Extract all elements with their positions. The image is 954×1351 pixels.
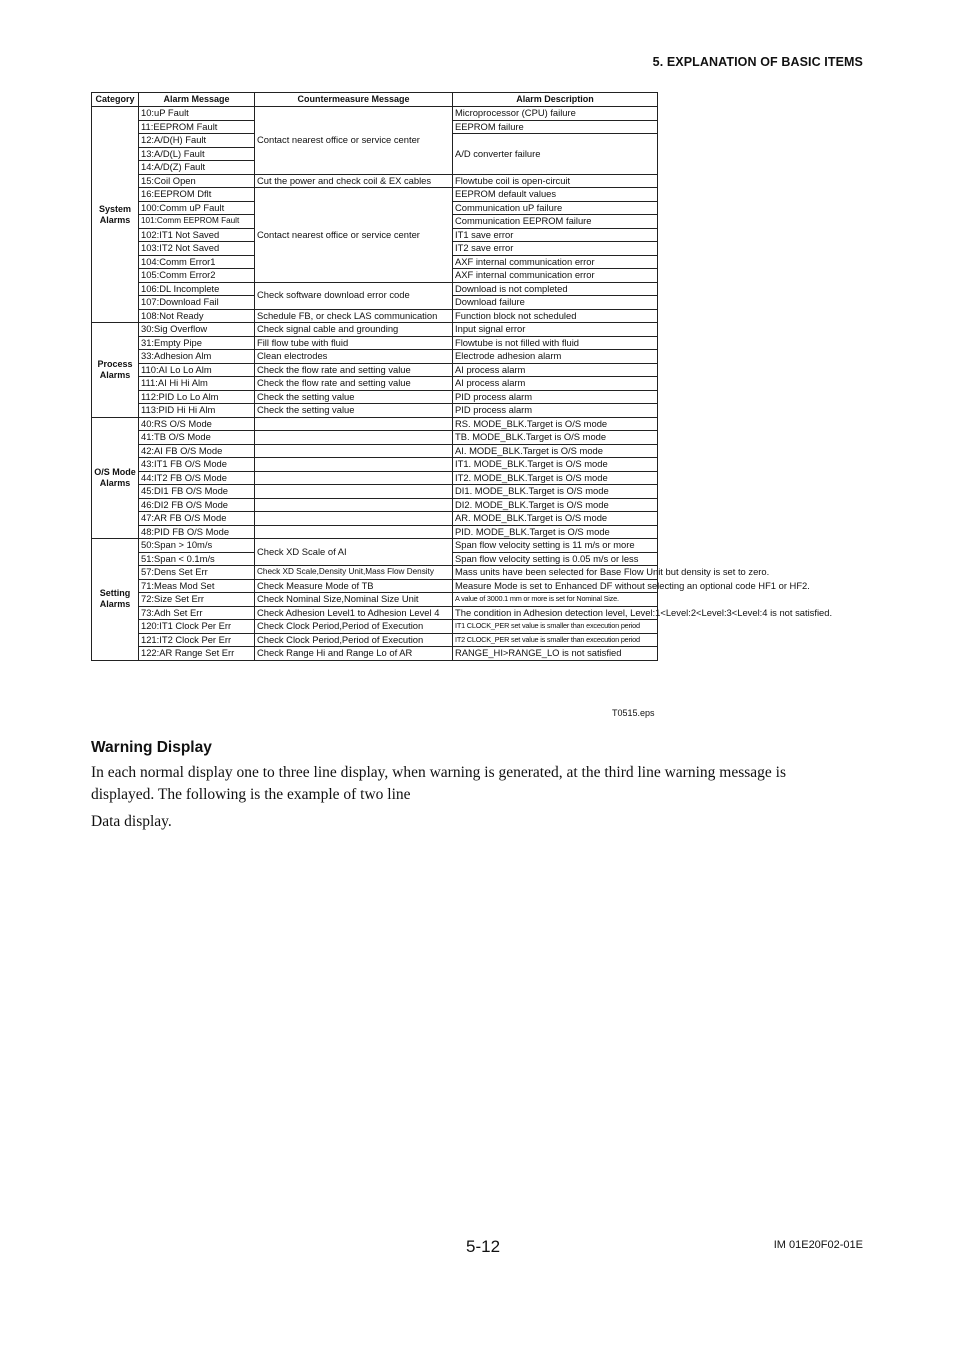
table-row — [92, 458, 658, 472]
countermeasure: Schedule FB, or check LAS communication — [255, 309, 453, 323]
alarm-description: Flowtube is not filled with fluid — [453, 336, 658, 350]
alarm-description: DI2. MODE_BLK.Target is O/S mode — [453, 498, 658, 512]
category-setting: Setting Alarms — [92, 539, 139, 661]
alarm-description: AI process alarm — [453, 377, 658, 391]
countermeasure-empty — [255, 525, 453, 539]
alarm-description: Flowtube coil is open-circuit — [453, 174, 658, 188]
alarm-message: 71:Meas Mod Set — [139, 579, 255, 593]
document-id: IM 01E20F02-01E — [773, 1239, 863, 1251]
alarm-description: PID process alarm — [453, 404, 658, 418]
alarm-message: 101:Comm EEPROM Fault — [139, 215, 255, 229]
alarm-description: RANGE_HI>RANGE_LO is not satisfied — [453, 647, 658, 661]
alarm-message: 16:EEPROM Dflt — [139, 188, 255, 202]
countermeasure: Check the setting value — [255, 404, 453, 418]
alarm-message: 15:Coil Open — [139, 174, 255, 188]
alarm-message: 121:IT2 Clock Per Err — [139, 633, 255, 647]
alarm-description: Microprocessor (CPU) failure — [453, 107, 658, 121]
alarm-message: 45:DI1 FB O/S Mode — [139, 485, 255, 499]
table-row — [92, 512, 658, 526]
table-row — [92, 606, 658, 620]
table-row — [92, 444, 658, 458]
alarm-message: 11:EEPROM Fault — [139, 120, 255, 134]
section-header: 5. EXPLANATION OF BASIC ITEMS — [652, 55, 863, 69]
table-row — [92, 404, 658, 418]
table-row — [92, 417, 658, 431]
alarm-message: 103:IT2 Not Saved — [139, 242, 255, 256]
alarm-description: IT1. MODE_BLK.Target is O/S mode — [453, 458, 658, 472]
table-header-row — [92, 93, 658, 107]
page-number: 5-12 — [466, 1237, 501, 1256]
countermeasure: Contact nearest office or service center — [255, 188, 453, 283]
table-row — [92, 566, 658, 580]
alarm-description: AXF internal communication error — [453, 269, 658, 283]
alarm-message: 51:Span < 0.1m/s — [139, 552, 255, 566]
alarm-description: PID process alarm — [453, 390, 658, 404]
countermeasure: Cut the power and check coil & EX cables — [255, 174, 453, 188]
countermeasure: Check Nominal Size,Nominal Size Unit — [255, 593, 453, 607]
table-row — [92, 485, 658, 499]
table-row — [92, 336, 658, 350]
alarm-message: 31:Empty Pipe — [139, 336, 255, 350]
alarm-description: IT1 CLOCK_PER set value is smaller than excecution period — [453, 620, 658, 634]
table-row — [92, 525, 658, 539]
table-row — [92, 107, 658, 121]
alarm-message: 106:DL Incomplete — [139, 282, 255, 296]
alarm-message: 41:TB O/S Mode — [139, 431, 255, 445]
header-alarm-message: Alarm Message — [139, 93, 255, 107]
alarm-description: AR. MODE_BLK.Target is O/S mode — [453, 512, 658, 526]
alarm-message: 107:Download Fail — [139, 296, 255, 310]
alarm-description: PID. MODE_BLK.Target is O/S mode — [453, 525, 658, 539]
alarm-message: 46:DI2 FB O/S Mode — [139, 498, 255, 512]
table-reference: T0515.eps — [612, 708, 655, 718]
alarm-description: Communication EEPROM failure — [453, 215, 658, 229]
alarm-message: 43:IT1 FB O/S Mode — [139, 458, 255, 472]
header-category: Category — [92, 93, 139, 107]
alarm-message: 113:PID Hi Hi Alm — [139, 404, 255, 418]
countermeasure: Contact nearest office or service center — [255, 107, 453, 175]
alarm-description: AI process alarm — [453, 363, 658, 377]
alarm-description: Function block not scheduled — [453, 309, 658, 323]
alarm-message: 47:AR FB O/S Mode — [139, 512, 255, 526]
body-paragraph: In each normal display one to three line display, when warning is generated, at the third line warning message is displayed. The following is the example of two line — [91, 764, 786, 803]
countermeasure-empty — [255, 471, 453, 485]
table-row — [92, 633, 658, 647]
section-title: Warning Display — [91, 739, 212, 756]
table-row — [92, 309, 658, 323]
alarm-description: Input signal error — [453, 323, 658, 337]
alarm-description: EEPROM default values — [453, 188, 658, 202]
alarm-message: 100:Comm uP Fault — [139, 201, 255, 215]
alarm-table — [91, 92, 833, 661]
countermeasure: Check the setting value — [255, 390, 453, 404]
table-row — [92, 282, 658, 296]
table-row — [92, 377, 658, 391]
countermeasure-empty — [255, 444, 453, 458]
alarm-message: 33:Adhesion Alm — [139, 350, 255, 364]
header-description: Alarm Description — [453, 93, 658, 107]
table-row — [92, 498, 658, 512]
alarm-description: TB. MODE_BLK.Target is O/S mode — [453, 431, 658, 445]
alarm-message: 14:A/D(Z) Fault — [139, 161, 255, 175]
alarm-message: 112:PID Lo Lo Alm — [139, 390, 255, 404]
alarm-message: 72:Size Set Err — [139, 593, 255, 607]
countermeasure-empty — [255, 417, 453, 431]
table-row — [92, 350, 658, 364]
alarm-description: Download failure — [453, 296, 658, 310]
alarm-description: DI1. MODE_BLK.Target is O/S mode — [453, 485, 658, 499]
alarm-message: 73:Adh Set Err — [139, 606, 255, 620]
table-row — [92, 188, 658, 202]
alarm-message: 110:AI Lo Lo Alm — [139, 363, 255, 377]
alarm-description: IT2 CLOCK_PER set value is smaller than excecution period — [453, 633, 658, 647]
countermeasure: Clean electrodes — [255, 350, 453, 364]
alarm-description: A value of 3000.1 mm or more is set for Nominal Size. — [453, 593, 658, 607]
alarm-message: 13:A/D(L) Fault — [139, 147, 255, 161]
alarm-description: Electrode adhesion alarm — [453, 350, 658, 364]
alarm-description: The condition in Adhesion detection level, Level:1<Level:2<Level:3<Level:4 is not satisfied. — [453, 606, 658, 620]
table-row — [92, 323, 658, 337]
table-row — [92, 539, 658, 553]
alarm-message: 104:Comm Error1 — [139, 255, 255, 269]
alarm-description: Span flow velocity setting is 0.05 m/s or less — [453, 552, 658, 566]
alarm-description: IT2 save error — [453, 242, 658, 256]
countermeasure: Check XD Scale,Density Unit,Mass Flow Density — [255, 566, 453, 580]
category-os-mode: O/S Mode Alarms — [92, 417, 139, 539]
table-row — [92, 471, 658, 485]
alarm-message: 48:PID FB O/S Mode — [139, 525, 255, 539]
table-row — [92, 579, 658, 593]
alarm-description: IT1 save error — [453, 228, 658, 242]
alarm-description: IT2. MODE_BLK.Target is O/S mode — [453, 471, 658, 485]
alarm-message: 30:Sig Overflow — [139, 323, 255, 337]
countermeasure: Check Clock Period,Period of Execution — [255, 620, 453, 634]
countermeasure-empty — [255, 485, 453, 499]
alarm-description: Mass units have been selected for Base Flow Unit but density is set to zero. — [453, 566, 658, 580]
body-paragraph-2: Data display. — [91, 813, 172, 830]
countermeasure-empty — [255, 512, 453, 526]
alarm-message: 44:IT2 FB O/S Mode — [139, 471, 255, 485]
alarm-message: 105:Comm Error2 — [139, 269, 255, 283]
category-system: System Alarms — [92, 107, 139, 323]
alarm-message: 122:AR Range Set Err — [139, 647, 255, 661]
countermeasure-empty — [255, 498, 453, 512]
alarm-description: Download is not completed — [453, 282, 658, 296]
alarm-message: 10:uP Fault — [139, 107, 255, 121]
alarm-message: 40:RS O/S Mode — [139, 417, 255, 431]
table-row — [92, 174, 658, 188]
alarm-description: Span flow velocity setting is 11 m/s or more — [453, 539, 658, 553]
alarm-message: 108:Not Ready — [139, 309, 255, 323]
table-row — [92, 647, 658, 661]
table-row — [92, 363, 658, 377]
countermeasure: Check XD Scale of AI — [255, 539, 453, 566]
countermeasure: Check Measure Mode of TB — [255, 579, 453, 593]
alarm-message: 57:Dens Set Err — [139, 566, 255, 580]
countermeasure: Check the flow rate and setting value — [255, 377, 453, 391]
countermeasure-empty — [255, 458, 453, 472]
alarm-description: AXF internal communication error — [453, 255, 658, 269]
header-countermeasure: Countermeasure Message — [255, 93, 453, 107]
alarm-message: 50:Span > 10m/s — [139, 539, 255, 553]
countermeasure: Fill flow tube with fluid — [255, 336, 453, 350]
alarm-description: A/D converter failure — [453, 134, 658, 175]
table-row — [92, 593, 658, 607]
countermeasure: Check the flow rate and setting value — [255, 363, 453, 377]
countermeasure: Check Clock Period,Period of Execution — [255, 633, 453, 647]
table-row — [92, 431, 658, 445]
countermeasure: Check software download error code — [255, 282, 453, 309]
table-row — [92, 390, 658, 404]
countermeasure: Check Adhesion Level1 to Adhesion Level 4 — [255, 606, 453, 620]
table-row — [92, 620, 658, 634]
alarm-message: 12:A/D(H) Fault — [139, 134, 255, 148]
countermeasure: Check Range Hi and Range Lo of AR — [255, 647, 453, 661]
alarm-description: Communication uP failure — [453, 201, 658, 215]
countermeasure-empty — [255, 431, 453, 445]
alarm-description: EEPROM failure — [453, 120, 658, 134]
countermeasure: Check signal cable and grounding — [255, 323, 453, 337]
alarm-message: 42:AI FB O/S Mode — [139, 444, 255, 458]
category-process: Process Alarms — [92, 323, 139, 418]
alarm-message: 102:IT1 Not Saved — [139, 228, 255, 242]
alarm-description: AI. MODE_BLK.Target is O/S mode — [453, 444, 658, 458]
alarm-description: RS. MODE_BLK.Target is O/S mode — [453, 417, 658, 431]
alarm-message: 111:AI Hi Hi Alm — [139, 377, 255, 391]
alarm-message: 120:IT1 Clock Per Err — [139, 620, 255, 634]
alarm-description: Measure Mode is set to Enhanced DF without selecting an optional code HF1 or HF2. — [453, 579, 658, 593]
